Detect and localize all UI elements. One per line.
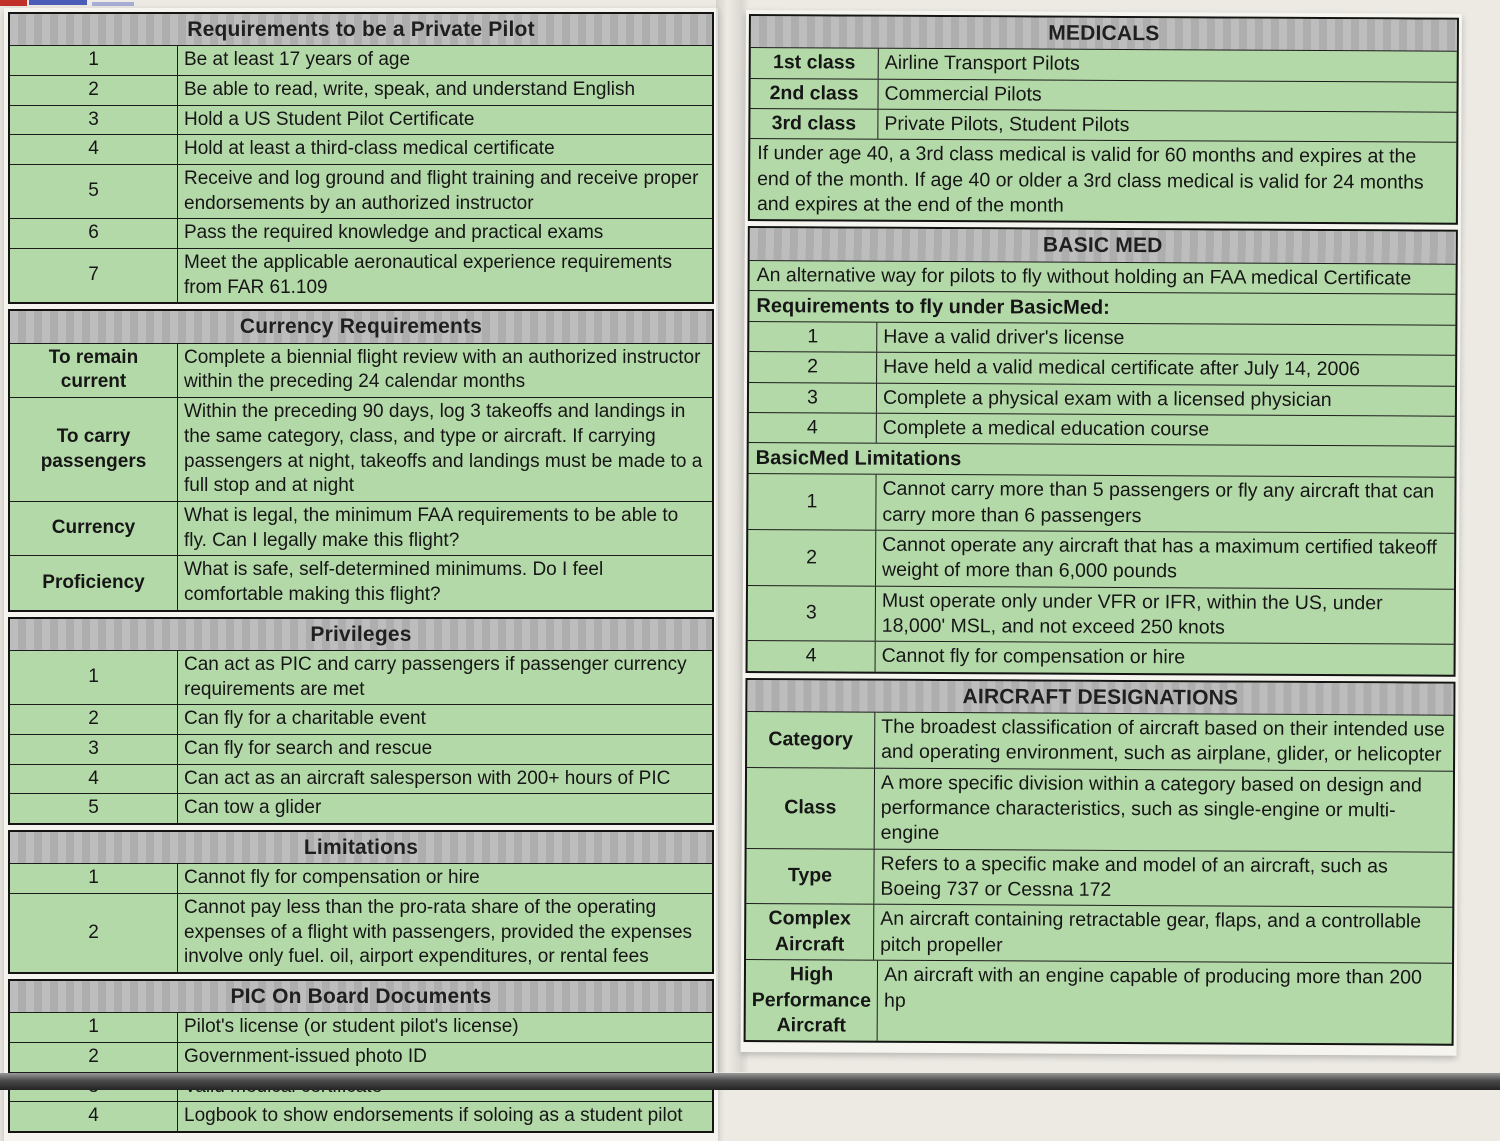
row-label: Type <box>746 849 874 904</box>
row-text: Can act as PIC and carry passengers if passenger currency requirements are met <box>184 653 687 700</box>
table-row <box>10 793 712 823</box>
section-header: Currency Requirements <box>10 311 712 342</box>
row-text: Can fly for search and rescue <box>184 738 433 760</box>
row-text: A more specific division within a category based on design and performance characteristics, such as single-engine or multi-engine <box>880 771 1422 845</box>
row-label: 7 <box>10 249 178 302</box>
row-text: Private Pilots, Student Pilots <box>884 112 1130 136</box>
row-label: 1 <box>748 474 876 529</box>
row-text: Commercial Pilots <box>884 82 1042 106</box>
subheader-row: Requirements to fly under BasicMed: <box>749 290 1455 325</box>
table-row <box>10 555 712 609</box>
table-row <box>10 164 712 218</box>
table-row <box>10 248 712 302</box>
table-row <box>10 105 712 135</box>
row-label: 1 <box>10 864 178 893</box>
row-text: Receive and log ground and flight training and receive proper endorsements by an authorized instructor <box>184 168 699 214</box>
row-label: Proficiency <box>10 556 178 609</box>
row-text: Hold at least a third-class medical certificate <box>184 138 555 160</box>
section-table <box>8 830 714 974</box>
table-row <box>10 343 712 397</box>
table-row <box>10 1101 712 1131</box>
table-row <box>749 351 1455 385</box>
row-text: Government-issued photo ID <box>184 1046 427 1068</box>
table-row <box>748 473 1454 532</box>
row-label: 6 <box>10 219 178 248</box>
scan-artifact-blue-mark <box>29 0 87 5</box>
row-label: 1 <box>749 322 877 352</box>
page-left <box>4 8 718 1141</box>
table-row <box>749 412 1455 446</box>
row-label: 2nd class <box>750 79 878 109</box>
row-text: What is safe, self-determined minimums. Do I feel comfortable making this flight? <box>184 559 604 605</box>
table-row <box>10 704 712 734</box>
row-label: 3rd class <box>750 109 878 139</box>
row-text: Complete a physical exam with a licensed physician <box>882 386 1332 411</box>
table-row <box>747 767 1453 852</box>
row-label: 2 <box>10 76 178 105</box>
row-text: What is legal, the minimum FAA requirements to be able to fly. Can I legally make this flight? <box>184 504 679 551</box>
row-label: 2 <box>10 705 178 734</box>
row-label: 1 <box>10 1013 178 1042</box>
table-row <box>746 848 1452 907</box>
row-text: Logbook to show endorsements if soloing as a student pilot <box>184 1105 683 1127</box>
row-label: 5 <box>10 794 178 823</box>
row-text: Cannot pay less than the pro-rata share of the operating expenses of a flight with passengers, provided the expenses involve only fuel. oil, airport expenditures, or rental fees <box>184 897 693 968</box>
table-row <box>748 585 1454 644</box>
row-label: Currency <box>10 502 178 555</box>
table-row <box>10 764 712 794</box>
row-text: Refers to a specific make and model of an aircraft, such as Boeing 737 or Cessna 172 <box>880 852 1388 902</box>
section-header: Requirements to be a Private Pilot <box>10 14 712 45</box>
scan-artifact-blue-mark <box>92 2 134 6</box>
row-label: 4 <box>10 1102 178 1131</box>
section-table <box>744 678 1456 1046</box>
row-text: An aircraft with an engine capable of producing more than 200 hp <box>883 963 1422 1012</box>
table-row <box>10 75 712 105</box>
table-row <box>10 45 712 75</box>
row-label: 5 <box>10 165 178 218</box>
row-label: Class <box>747 768 875 849</box>
row-text: Airline Transport Pilots <box>884 52 1080 76</box>
table-row <box>750 78 1456 112</box>
row-label: 4 <box>749 413 877 443</box>
row-label: 2 <box>10 894 178 972</box>
row-label: To remain current <box>10 344 178 397</box>
section-table <box>8 309 714 611</box>
section-table <box>748 14 1459 225</box>
row-label: 4 <box>748 641 876 671</box>
table-row <box>10 650 712 704</box>
scan-edge-strip <box>0 1073 1500 1090</box>
section-header: AIRCRAFT DESIGNATIONS <box>747 680 1453 715</box>
row-text: Cannot carry more than 5 passengers or fly any aircraft that can carry more than 6 passengers <box>882 478 1435 527</box>
table-row <box>746 903 1452 962</box>
row-text: Cannot fly for compensation or hire <box>881 645 1186 669</box>
row-label: 4 <box>10 135 178 164</box>
row-text: Pilot's license (or student pilot's license) <box>184 1016 519 1038</box>
table-row <box>747 711 1453 770</box>
row-label: 4 <box>10 765 178 794</box>
row-text: Can tow a glider <box>184 797 322 819</box>
table-row <box>10 1042 712 1072</box>
section-table <box>746 226 1458 676</box>
table-row <box>749 382 1455 416</box>
row-text: An aircraft containing retractable gear, flaps, and a controllable pitch propeller <box>880 908 1422 957</box>
row-text: Be able to read, write, speak, and understand English <box>184 78 636 100</box>
note-row: An alternative way for pilots to fly without holding an FAA medical Certificate <box>750 260 1456 294</box>
table-row <box>10 501 712 555</box>
table-row <box>10 863 712 893</box>
row-text: Can fly for a charitable event <box>184 708 426 730</box>
table-row <box>749 321 1455 355</box>
table-row <box>10 134 712 164</box>
table-row <box>10 397 712 501</box>
section-table <box>8 12 714 304</box>
row-label: 1st class <box>751 48 879 78</box>
row-label: 1 <box>10 46 178 75</box>
row-label: To carry passengers <box>10 398 178 501</box>
row-label: 2 <box>748 530 876 585</box>
row-text: Hold a US Student Pilot Certificate <box>184 108 475 130</box>
table-row <box>10 218 712 248</box>
note-row: If under age 40, a 3rd class medical is valid for 60 months and expires at the end of the month. If age 40 or older a 3rd class medical is valid for 24 months and expires at the end of the month <box>750 138 1456 223</box>
row-text: The broadest classification of aircraft based on their intended use and operating environment, such as airplane, glider, or helicopter <box>881 715 1445 767</box>
row-text: Within the preceding 90 days, log 3 takeoffs and landings in the same category, class, and type or aircraft. If carrying passengers at night, takeoffs and landings must be made to a full stop and at night <box>184 401 703 497</box>
row-text: Can act as an aircraft salesperson with 200+ hours of PIC <box>184 767 671 789</box>
row-label: 2 <box>749 352 877 382</box>
section-header: Privileges <box>10 619 712 650</box>
row-text: Cannot fly for compensation or hire <box>184 867 480 889</box>
section-header: BASIC MED <box>750 228 1456 263</box>
section-header: MEDICALS <box>751 16 1457 51</box>
row-text: Have held a valid medical certificate after July 14, 2006 <box>883 356 1361 381</box>
section-header: PIC On Board Documents <box>10 981 712 1012</box>
row-text: Pass the required knowledge and practical exams <box>184 222 604 244</box>
row-text: Complete a biennial flight review with an authorized instructor within the preceding 24 calendar months <box>184 346 701 393</box>
page-right <box>741 10 1462 1056</box>
subheader-row: BasicMed Limitations <box>749 442 1455 477</box>
table-row <box>748 640 1454 674</box>
row-text: Cannot operate any aircraft that has a maximum certified takeoff weight of more than 6,000 pounds <box>882 533 1437 583</box>
row-label: 3 <box>10 735 178 764</box>
table-row <box>750 108 1456 142</box>
row-text: Complete a medical education course <box>882 416 1210 441</box>
section-header: Limitations <box>10 832 712 863</box>
table-row <box>751 47 1457 81</box>
row-text: Meet the applicable aeronautical experience requirements from FAR 61.109 <box>184 252 672 298</box>
row-label: 3 <box>749 383 877 413</box>
row-label: 3 <box>748 586 876 641</box>
row-label: High Performance Aircraft <box>746 960 879 1041</box>
table-row <box>10 893 712 972</box>
table-row <box>748 529 1454 588</box>
section-table <box>8 617 714 825</box>
section-table <box>8 979 714 1133</box>
row-text: Be at least 17 years of age <box>184 49 411 71</box>
row-label: 2 <box>10 1043 178 1072</box>
table-row <box>746 959 1452 1044</box>
row-label: Category <box>747 712 875 767</box>
row-label: Complex Aircraft <box>746 904 874 959</box>
table-row <box>10 1012 712 1042</box>
row-text: Have a valid driver's license <box>883 325 1125 349</box>
table-row <box>10 734 712 764</box>
row-text: Must operate only under VFR or IFR, within the US, under 18,000' MSL, and not exceed 250 knots <box>881 589 1383 639</box>
scan-artifact-red-mark <box>0 0 27 6</box>
row-label: 3 <box>10 106 178 135</box>
row-label: 1 <box>10 651 178 704</box>
